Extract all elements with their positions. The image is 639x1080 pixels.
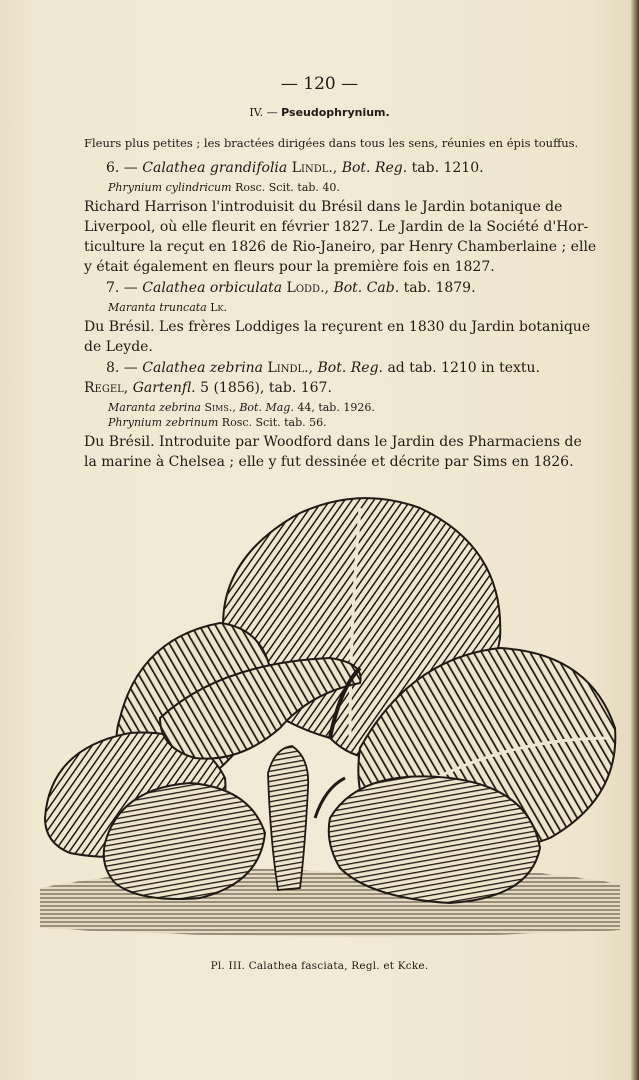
- entry-8-heading: [106, 360, 540, 376]
- entry-6-heading: [106, 160, 484, 176]
- entry-7-paragraph-line-1: Du Brésil. Les frères Loddiges la reçurent en 1830 du Jardin botanique: [84, 319, 591, 335]
- entry-8-synonym-2-ref: Rosc. Scit. tab. 56.: [221, 416, 327, 429]
- entry-8-paragraph-line-1: Du Brésil. Introduite par Woodford dans le Jardin des Pharmaciens de: [84, 434, 582, 450]
- entry-8-synonym-1-author: Sims.,: [204, 401, 236, 414]
- entry-7-table: tab. 1879.: [403, 280, 476, 296]
- entry-8-species: Calathea zebrina: [142, 360, 264, 376]
- entry-6-species: Calathea grandifolia: [142, 160, 288, 176]
- entry-7-author: Lodd.,: [286, 280, 329, 296]
- entry-8-publication: Bot. Reg.: [317, 360, 383, 376]
- entry-8-synonym-1: [108, 401, 375, 414]
- entry-6-number: 6. —: [106, 160, 138, 176]
- entry-6-publication: Bot. Reg.: [341, 160, 408, 176]
- entry-7-paragraph-line-2: de Leyde.: [84, 339, 153, 355]
- entry-8-synonym-2-name: Phrynium zebrinum: [108, 416, 219, 429]
- entry-8-table-tail: in textu.: [481, 360, 540, 376]
- entry-6-paragraph-line-3: ticulture la reçut en 1826 de Rio-Janeiro, par Henry Chamberlaine ; elle: [84, 239, 597, 255]
- section-name: Pseudophrynium.: [281, 106, 390, 119]
- entry-7-synonym: [108, 301, 227, 314]
- plate-caption: Pl. III. Calathea fasciata, Regl. et Kcke.: [210, 960, 429, 972]
- entry-8-paragraph-line-2: la marine à Chelsea ; elle y fut dessinée et décrite par Sims en 1826.: [84, 454, 574, 470]
- entry-7-number: 7. —: [106, 280, 138, 296]
- entry-8-gartenflora-ref: 5 (1856), tab. 167.: [200, 380, 332, 396]
- entry-6-synonym-name: Phrynium cylindricum: [108, 181, 232, 194]
- entry-8-gartenflora: Gartenfl.: [132, 380, 196, 396]
- entry-8-synonym-1-name: Maranta zebrina: [108, 401, 201, 414]
- entry-6-paragraph-line-2: Liverpool, où elle fleurit en février 1827. Le Jardin de la Société d'Hor-: [84, 219, 589, 235]
- entry-6-synonym: [108, 181, 340, 194]
- entry-6-synonym-ref: Rosc. Scit. tab. 40.: [235, 181, 340, 194]
- page-number: — 120 —: [280, 74, 359, 94]
- entry-8-regel-author: Regel,: [84, 380, 129, 396]
- entry-7-synonym-name: Maranta truncata: [108, 301, 207, 314]
- entry-6-paragraph-line-1: Richard Harrison l'introduisit du Brésil dans le Jardin botanique de: [84, 199, 563, 215]
- entry-6-paragraph-line-4: y était également en fleurs pour la première fois en 1827.: [84, 259, 495, 275]
- stem-sheath: [268, 746, 308, 890]
- entry-8-number: 8. —: [106, 360, 138, 376]
- entry-7-publication: Bot. Cab.: [333, 280, 400, 296]
- section-title: [0, 106, 639, 119]
- entry-7-species: Calathea orbiculata: [142, 280, 283, 296]
- entry-8-synonym-1-publication: Bot. Mag.: [239, 401, 294, 414]
- section-numeral: IV. —: [249, 106, 278, 119]
- entry-6-table: tab. 1210.: [411, 160, 484, 176]
- entry-7-heading: [106, 280, 476, 296]
- entry-7-synonym-ref: Lk.: [210, 301, 228, 314]
- section-description: Fleurs plus petites ; les bractées dirigées dans tous les sens, réunies en épis touffus.: [84, 136, 579, 150]
- entry-8-synonym-2: [108, 416, 327, 429]
- entry-8-second-reference: [84, 380, 332, 396]
- entry-6-author: Lindl.,: [291, 160, 338, 176]
- entry-8-author: Lindl.,: [267, 360, 314, 376]
- entry-8-table: ad tab. 1210: [387, 360, 477, 376]
- entry-8-synonym-1-ref: 44, tab. 1926.: [297, 401, 375, 414]
- page-spine-edge: [631, 0, 639, 1080]
- calathea-engraving-illustration: [30, 488, 630, 948]
